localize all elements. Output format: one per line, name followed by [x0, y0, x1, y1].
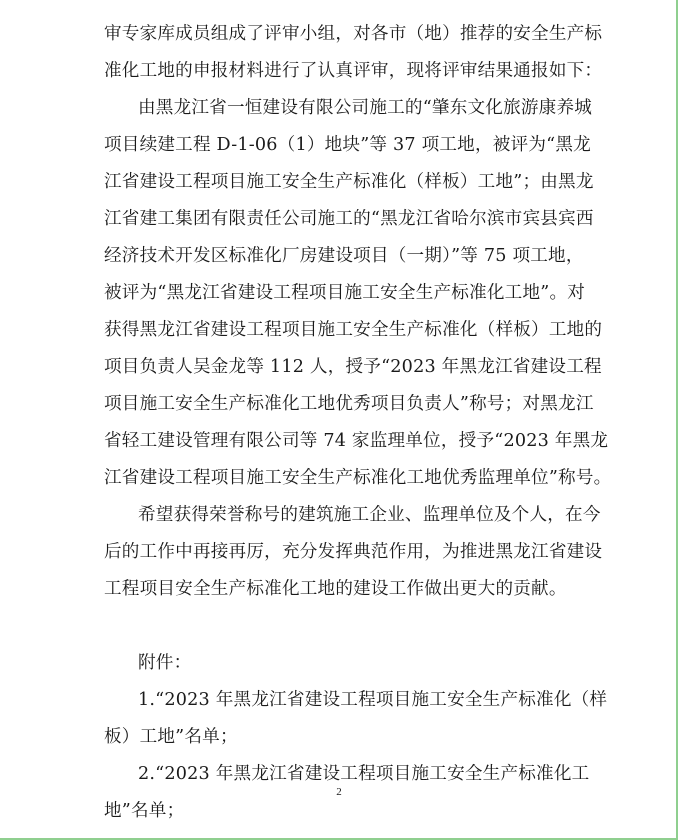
attachment-item-2-line-1: 2.“2023 年黑龙江省建设工程项目施工安全生产标准化工 — [138, 764, 590, 784]
page-number: 2 — [336, 786, 342, 798]
text-line-16: 工程项目安全生产标准化工地的建设工作做出更大的贡献。 — [104, 579, 567, 599]
text-line-2: 准化工地的申报材料进行了认真评审，现将评审结果通报如下： — [104, 61, 603, 81]
text-line-7: 经济技术开发区标准化厂房建设项目（一期）”等 75 项工地， — [104, 246, 584, 266]
text-line-10: 项目负责人吴金龙等 112 人，授予“2023 年黑龙江省建设工程 — [104, 357, 602, 377]
attachment-item-1-line-2: 板）工地”名单； — [104, 727, 238, 747]
text-line-15: 后的工作中再接再厉，充分发挥典范作用，为推进黑龙江省建设 — [104, 542, 603, 562]
attachment-item-2-line-2: 地”名单； — [104, 801, 185, 821]
attachment-item-1-line-1: 1.“2023 年黑龙江省建设工程项目施工安全生产标准化（样 — [138, 690, 608, 710]
text-line-11: 项目施工安全生产标准化工地优秀项目负责人”称号；对黑龙江 — [104, 394, 594, 414]
text-line-6: 江省建工集团有限责任公司施工的“黑龙江省哈尔滨市宾县宾西 — [104, 209, 594, 229]
attachment-heading: 附件： — [138, 653, 192, 673]
text-line-1: 审专家库成员组成了评审小组，对各市（地）推荐的安全生产标 — [104, 24, 603, 44]
text-line-14: 希望获得荣誉称号的建筑施工企业、监理单位及个人，在今 — [138, 505, 601, 525]
text-line-12: 省轻工建设管理有限公司等 74 家监理单位，授予“2023 年黑龙 — [104, 431, 609, 451]
text-line-5: 江省建设工程项目施工安全生产标准化（样板）工地”；由黑龙 — [104, 172, 594, 192]
text-line-9: 获得黑龙江省建设工程项目施工安全生产标准化（样板）工地的 — [104, 320, 603, 340]
text-line-13: 江省建设工程项目施工安全生产标准化工地优秀监理单位”称号。 — [104, 468, 612, 488]
text-line-3: 由黑龙江省一恒建设有限公司施工的“肇东文化旅游康养城 — [138, 98, 593, 118]
text-line-4: 项目续建工程 D-1-06（1）地块”等 37 项工地，被评为“黑龙 — [104, 135, 591, 155]
text-line-8: 被评为“黑龙江省建设工程项目施工安全生产标准化工地”。对 — [104, 283, 586, 303]
